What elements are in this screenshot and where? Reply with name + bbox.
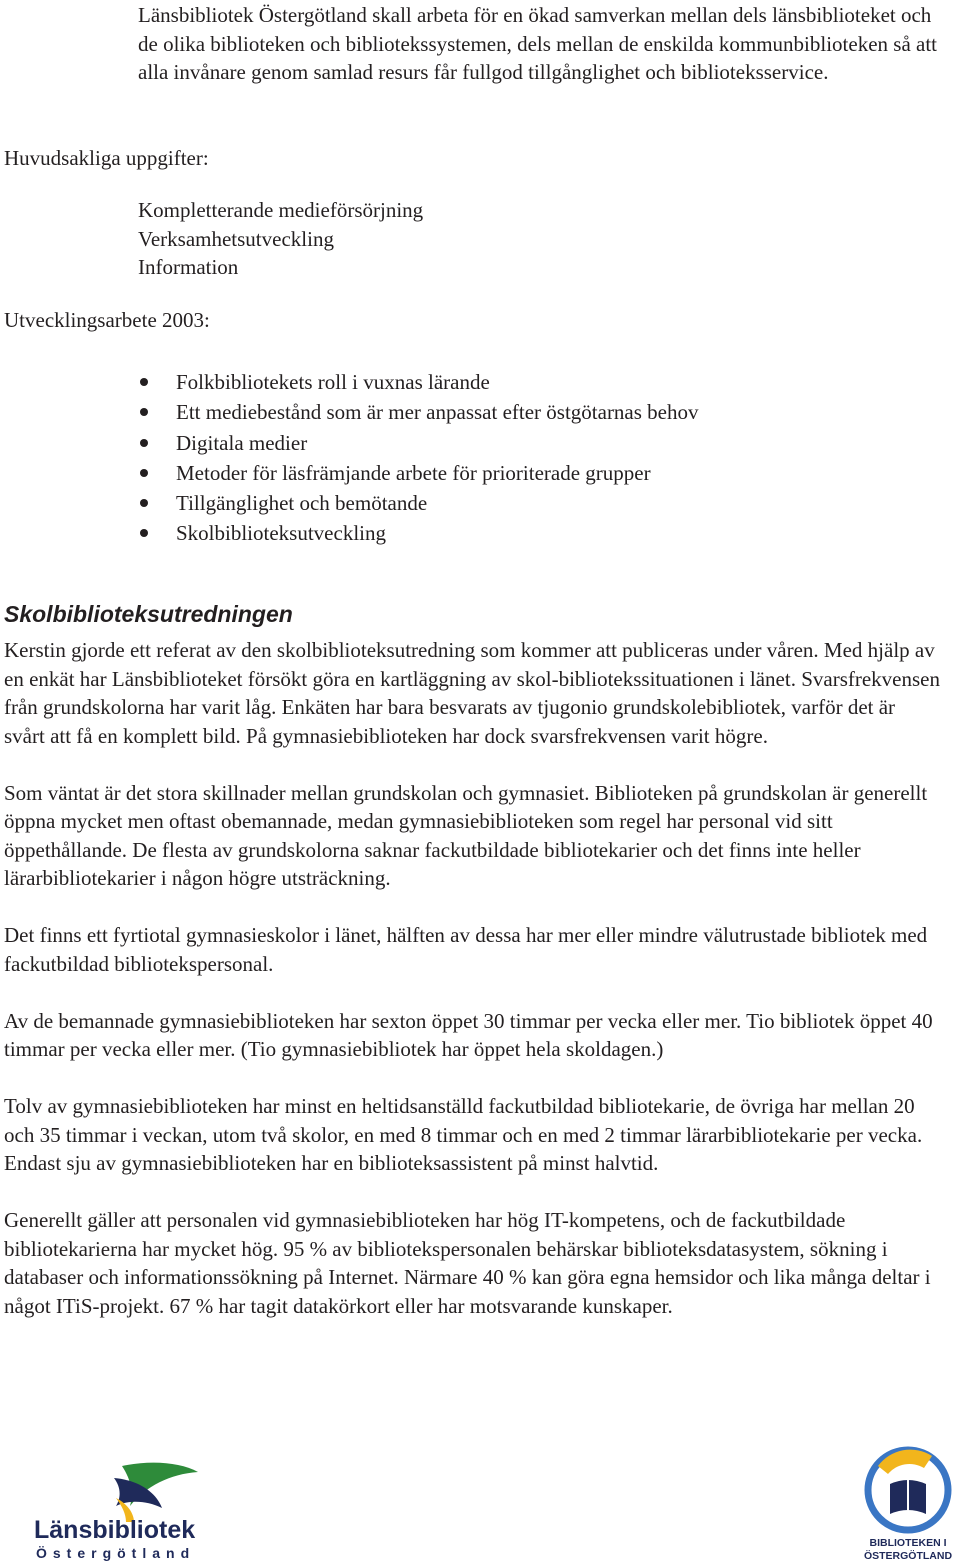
task-item: Verksamhetsutveckling	[138, 226, 334, 251]
development-label: Utvecklingsarbete 2003:	[4, 308, 210, 332]
list-item: Metoder för läsfrämjande arbete för prioriterade grupper	[138, 458, 699, 488]
list-item: Digitala medier	[138, 428, 699, 458]
logo-name: Länsbibliotek	[34, 1516, 196, 1544]
paragraph: Det finns ett fyrtiotal gymnasieskolor i länet, hälften av dessa har mer eller mindre välutrustade bibliotek med fackutbildad bibliotekspersonal.	[4, 923, 928, 976]
bullet-icon	[140, 529, 148, 537]
lansbibliotek-logo	[30, 1458, 220, 1564]
paragraph: Generellt gäller att personalen vid gymnasiebiblioteken har hög IT-kompetens, och de fackutbildade bibliotekarierna har mycket hög. 95 % av bibliotekspersonalen behärskar biblioteksdatasystem, sökning i databaser och informationssökning på Internet. Närmare 40 % kan göra egna hemsidor och lika många deltar i något ITiS-projekt. 67 % har tagit datakörkort eller har motsvarande kunskaper.	[4, 1208, 931, 1318]
list-item: Folkbibliotekets roll i vuxnas lärande	[138, 367, 699, 397]
development-list	[138, 367, 699, 549]
paragraph: Kerstin gjorde ett referat av den skolbiblioteksutredning som kommer att publiceras under våren. Med hjälp av en enkät har Länsbiblioteket försökt göra en kartläggning av skol-bibliotekssituationen i länet. Svarsfrekvensen från grundskolorna har varit låg. Enkäten har bara besvarats av tjugonio grundskolebibliotek, varför det är svårt att få en komplett bild. På gymnasiebiblioteken har dock svarsfrekvensen varit högre.	[4, 638, 940, 748]
logo-line2: ÖSTERGÖTLAND	[863, 1550, 953, 1562]
task-item: Kompletterande medieförsörjning	[138, 198, 424, 222]
bullet-icon	[140, 408, 148, 416]
paragraph: Av de bemannade gymnasiebiblioteken har sexton öppet 30 timmar per vecka eller mer. Tio bibliotek öppet 40 timmar per vecka eller mer. (Tio gymnasiebibliotek har öppet hela skoldagen.)	[4, 1008, 933, 1061]
intro-paragraph: Länsbibliotek Östergötland skall arbeta för en ökad samverkan mellan dels länsbiblioteket och de olika biblioteken och bibliotekssystemen, dels mellan de enskilda kommunbiblioteken så att alla invånare genom samlad resurs får fullgod tillgånglighet och biblioteksservice.	[138, 3, 938, 84]
logo-subtitle: Östergötland	[36, 1545, 196, 1561]
logo-line1: BIBLIOTEKEN I	[869, 1537, 947, 1549]
biblioteken-i-ostergotland-logo	[860, 1440, 956, 1564]
list-item: Ett mediebestånd som är mer anpassat efter östgötarnas behov	[138, 397, 699, 427]
main-tasks-list	[138, 196, 423, 282]
list-item: Tillgänglighet och bemötande	[138, 488, 699, 518]
bullet-icon	[140, 499, 148, 507]
paragraph: Tolv av gymnasiebiblioteken har minst en heltidsanställd fackutbildad bibliotekarie, de övriga har mellan 20 och 35 timmar i veckan, utom två skolor, en med 8 timmar och en med 2 timmar lärarbibliotekarie per vecka. Endast sju av gymnasiebiblioteken har en biblioteksassistent på minst halvtid.	[4, 1094, 923, 1175]
task-item: Information	[138, 255, 239, 279]
list-item: Skolbiblioteksutveckling	[138, 518, 699, 548]
section-body	[4, 636, 940, 1349]
paragraph: Som väntat är det stora skillnader mellan grundskolan och gymnasiet. Biblioteken på grundskolan är generellt öppna mycket men oftast obemannade, medan gymnasiebiblioteken som regel har personal vid sitt öppethållande. De flesta av grundskolorna saknar fackutbildade bibliotekarier och det finns inte heller lärarbibliotekarier i någon högre utsträckning.	[4, 780, 928, 890]
main-tasks-label: Huvudsakliga uppgifter:	[4, 146, 209, 170]
bullet-icon	[140, 469, 148, 477]
bullet-icon	[140, 439, 148, 447]
section-heading: Skolbiblioteksutredningen	[4, 601, 293, 627]
bullet-icon	[140, 378, 148, 386]
